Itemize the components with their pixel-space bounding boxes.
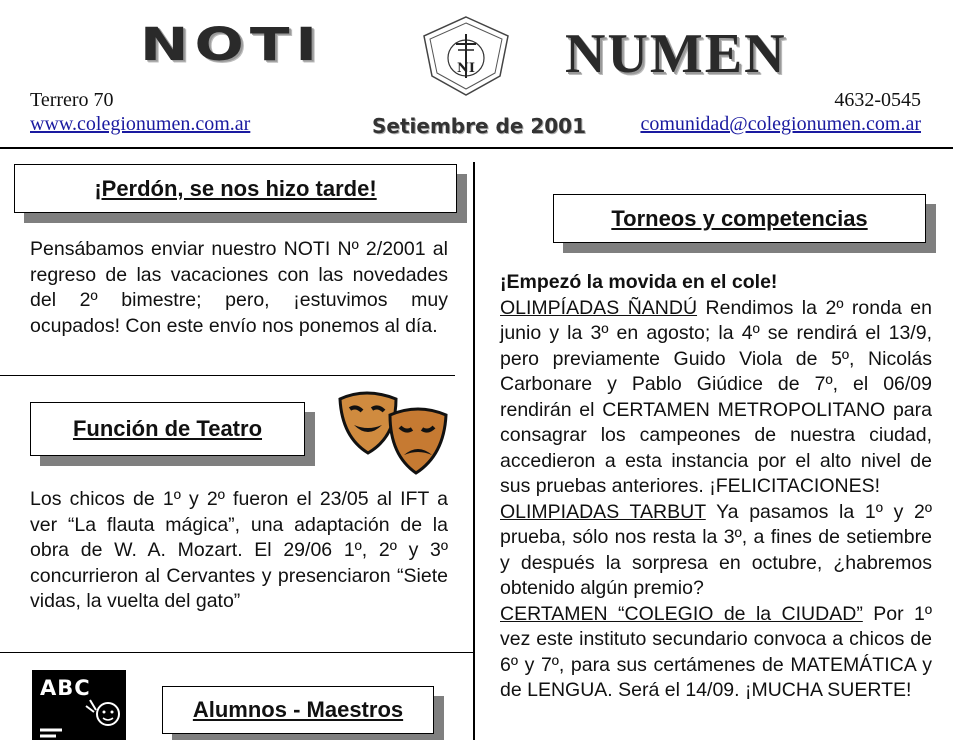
school-address: Terrero 70 <box>30 89 114 111</box>
item-heading: OLIMPÍADAS ÑANDÚ <box>500 296 698 319</box>
school-seal-logo <box>418 14 514 98</box>
section-title-text: Torneos y competencias <box>611 205 868 231</box>
section-title-text: ¡Perdón, se nos hizo tarde! <box>94 175 377 201</box>
paragraph-text: Pensábamos enviar nuestro NOTI Nº 2/2001 al regreso de las vacaciones con las novedades del 2º bimestre; pero, ¡estuvimos muy ocupados! Con este envío nos ponemos al día. <box>30 238 448 337</box>
section-title-alumnos <box>162 686 434 734</box>
item-text: Ya pasamos la 1º y 2º prueba, sólo nos resta la 3º, a fines de setiembre y después la sorpresa en octubre, ¿habremos obtenido algún premio? <box>500 500 932 599</box>
section-body-teatro <box>30 487 448 615</box>
paragraph-text: Los chicos de 1º y 2º fueron el 23/05 al IFT a ver “La flauta mágica”, una adaptación de la obra de W. A. Mozart. El 29/06 1º, 2º y 3º concurrieron al Cervantes y presenciaron “Siete vidas, la vuelta del gato” <box>30 488 448 612</box>
item-olimpiadas-nandu <box>500 296 932 500</box>
section-title-text: Alumnos - Maestros <box>192 697 404 722</box>
email-link[interactable]: comunidad@colegionumen.com.ar <box>640 113 921 135</box>
item-olimpiadas-tarbut <box>500 500 932 602</box>
svg-text:NI: NI <box>457 61 475 76</box>
abc-image-text: ABC <box>40 676 91 700</box>
section-title-perdon <box>14 164 457 213</box>
section-title-torneos <box>553 194 926 243</box>
item-heading: OLIMPIADAS TARBUT <box>500 500 706 523</box>
item-text: Rendimos la 2º ronda en junio y la 3º en agosto; la 4º se rendirá el 13/9, pero previamente Guido Viola de 5º, Nicolás Carbonare y Pablo Giúdice de 7º, el 06/09 rendirán el CERTAMEN METROPOLITANO para consagrar los campeones de nuestra ciudad, accedieron a esta instancia por el alto nivel de sus pruebas anteriores. ¡FELICITACIONES! <box>500 296 932 497</box>
section-divider <box>0 375 455 376</box>
masthead-title-right: NUMEN <box>565 23 787 85</box>
item-text: Por 1º vez este instituto secundario convoca a chicos de 6º y 7º, para sus certámenes de MATEMÁTICA y de LENGUA. Será el 14/09. ¡MUCHA SUERTE! <box>500 602 932 701</box>
masthead-title-left: NOTI <box>140 18 323 72</box>
website-link[interactable]: www.colegionumen.com.ar <box>30 113 251 135</box>
header-divider <box>0 147 953 149</box>
lead-line: ¡Empezó la movida en el cole! <box>500 271 778 293</box>
issue-date: Setiembre de 2001 <box>372 114 587 138</box>
abc-kid-image <box>32 670 126 740</box>
theater-masks-icon <box>334 385 452 477</box>
phone-number: 4632-0545 <box>834 89 921 111</box>
section-divider <box>0 652 473 653</box>
column-divider <box>473 162 475 740</box>
section-title-teatro <box>30 402 305 456</box>
item-heading: CERTAMEN “COLEGIO de la CIUDAD” <box>500 602 863 625</box>
section-body-torneos <box>500 270 932 704</box>
section-title-text: Función de Teatro <box>72 416 263 441</box>
section-body-perdon <box>30 237 448 339</box>
item-certamen-ciudad <box>500 602 932 704</box>
